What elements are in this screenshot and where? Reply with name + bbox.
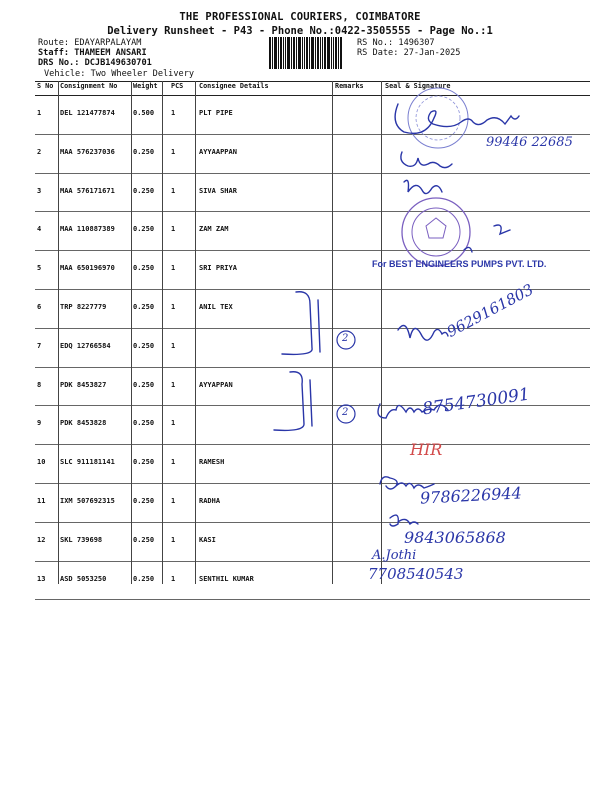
cell-pcs: 1 <box>171 147 176 156</box>
signature-row11 <box>380 477 434 489</box>
col-pcs: PCS <box>171 82 184 90</box>
cell-sno: 6 <box>37 302 42 311</box>
cell-weight: 0.250 <box>133 264 155 273</box>
cell-consignee: RAMESH <box>199 458 225 467</box>
cell-consignment: DEL 121477874 <box>60 109 115 117</box>
route-label: Route: EDAYARPALAYAM <box>38 38 142 48</box>
cell-pcs: 1 <box>171 109 176 117</box>
cell-weight: 0.250 <box>133 458 155 467</box>
col-sno: S No <box>37 82 54 90</box>
cell-consignment: MAA 110887389 <box>60 225 115 234</box>
cell-sno: 7 <box>37 341 42 350</box>
cell-sno: 8 <box>37 380 42 389</box>
cell-consignee: AYYAPPAN <box>199 380 233 389</box>
company-title: THE PROFESSIONAL COURIERS, COIMBATORE <box>179 11 421 23</box>
circle-mark-row9: 2 <box>342 407 349 418</box>
signature-row3 <box>404 180 442 193</box>
cell-pcs: 1 <box>171 496 176 505</box>
signature-row4 <box>494 225 510 234</box>
seal-inner-ring <box>416 96 460 140</box>
cell-sno: 12 <box>37 535 46 544</box>
signature-row12 <box>390 515 418 526</box>
cell-pcs: 1 <box>171 341 176 350</box>
drs-number: DRS No.: DCJB149630701 <box>38 58 152 68</box>
bracket-line <box>310 380 312 426</box>
cell-pcs: 1 <box>171 186 176 195</box>
cell-sno: 5 <box>37 264 42 273</box>
cell-weight: 0.250 <box>133 535 155 544</box>
cell-pcs: 1 <box>171 574 176 583</box>
cell-weight: 0.250 <box>133 574 155 583</box>
runsheet-title: Delivery Runsheet - P43 - Phone No.:0422-3505555 - Page No.:1 <box>107 25 493 37</box>
signature-row2 <box>401 152 452 168</box>
cell-weight: 0.250 <box>133 225 155 234</box>
cell-weight: 0.250 <box>133 147 155 156</box>
staff-label: Staff: THAMEEM ANSARI <box>38 48 147 58</box>
cell-consignment: ASD 5053250 <box>60 574 107 583</box>
circle-mark-row7: 2 <box>342 333 349 344</box>
handwritten-initials-row10: HIR <box>410 440 443 459</box>
cell-weight: 0.250 <box>133 380 155 389</box>
handwritten-phone-row2: 99446 22685 <box>486 135 573 150</box>
cell-weight: 0.250 <box>133 302 155 311</box>
cell-pcs: 1 <box>171 458 176 467</box>
cell-consignment: EDQ 12766584 <box>60 341 111 350</box>
cell-pcs: 1 <box>171 264 176 273</box>
cell-consignee: ZAM ZAM <box>199 225 229 234</box>
company-stamp-text: For BEST ENGINEERS PUMPS PVT. LTD. <box>372 259 547 269</box>
cell-consignment: SKL 739698 <box>60 535 103 544</box>
cell-consignment: MAA 650196970 <box>60 264 115 273</box>
cell-weight: 0.500 <box>133 109 155 117</box>
col-seal: Seal & Signature <box>385 82 451 90</box>
cell-consignee: AYYAAPPAN <box>199 147 237 156</box>
cell-sno: 9 <box>37 419 42 428</box>
vehicle-label: Vehicle: Two Wheeler Delivery <box>44 69 195 79</box>
stamp-emblem <box>426 218 446 238</box>
cell-consignee: RADHA <box>199 496 221 505</box>
company-seal-icon <box>408 88 468 148</box>
cell-sno: 11 <box>37 496 46 505</box>
cell-pcs: 1 <box>171 535 176 544</box>
cell-consignment: MAA 576171671 <box>60 186 115 195</box>
cell-consignment: PDK 8453827 <box>60 380 107 389</box>
cell-weight: 0.250 <box>133 419 155 428</box>
cell-sno: 4 <box>37 225 42 234</box>
cell-consignment: PDK 8453828 <box>60 419 107 428</box>
cell-sno: 3 <box>37 186 42 195</box>
cell-consignee: PLT PIPE <box>199 109 233 117</box>
cell-sno: 2 <box>37 147 42 156</box>
cell-sno: 1 <box>37 109 42 117</box>
cell-pcs: 1 <box>171 225 176 234</box>
cell-sno: 13 <box>37 574 46 583</box>
handwritten-phone-row11: 9786226944 <box>419 483 523 508</box>
cell-consignment: TRP 8227779 <box>60 302 107 311</box>
cell-consignee: SIVA SHAR <box>199 186 237 195</box>
cell-consignee: KASI <box>199 535 216 544</box>
handwritten-phone-row13: 7708540543 <box>368 565 464 583</box>
stamp-inner-ring <box>412 208 460 256</box>
signature-row5 <box>464 247 472 252</box>
cell-pcs: 1 <box>171 380 176 389</box>
cell-consignment: SLC 911181141 <box>60 458 115 467</box>
cell-sno: 10 <box>37 458 46 467</box>
rs-number: RS No.: 1496307 <box>357 38 435 48</box>
bracket-mark <box>282 292 312 355</box>
cell-weight: 0.250 <box>133 341 155 350</box>
col-consignment: Consignment No <box>60 82 118 90</box>
handwritten-phone-row9: 8754730091 <box>421 384 532 420</box>
cell-consignment: IXM 507692315 <box>60 496 115 505</box>
signature-row7 <box>398 326 448 341</box>
col-consignee: Consignee Details <box>199 82 269 90</box>
cell-weight: 0.250 <box>133 186 155 195</box>
col-remarks: Remarks <box>335 82 364 90</box>
cell-consignment: MAA 576237036 <box>60 147 115 156</box>
cell-consignee: ANIL TEX <box>199 302 233 311</box>
col-weight: Weight <box>133 82 158 90</box>
bracket-mark <box>274 372 304 431</box>
bracket-line <box>318 300 320 352</box>
handwritten-phone-row12: 9843065868 <box>404 528 506 547</box>
rs-date: RS Date: 27-Jan-2025 <box>357 48 461 58</box>
handwritten-phone-row7: 9629161803 <box>443 280 537 341</box>
cell-pcs: 1 <box>171 302 176 311</box>
cell-consignee: SENTHIL KUMAR <box>199 574 254 583</box>
cell-weight: 0.250 <box>133 496 155 505</box>
handwritten-name-row13: A.Jothi <box>372 548 417 563</box>
cell-consignee: SRI PRIYA <box>199 264 237 273</box>
cell-pcs: 1 <box>171 419 176 428</box>
